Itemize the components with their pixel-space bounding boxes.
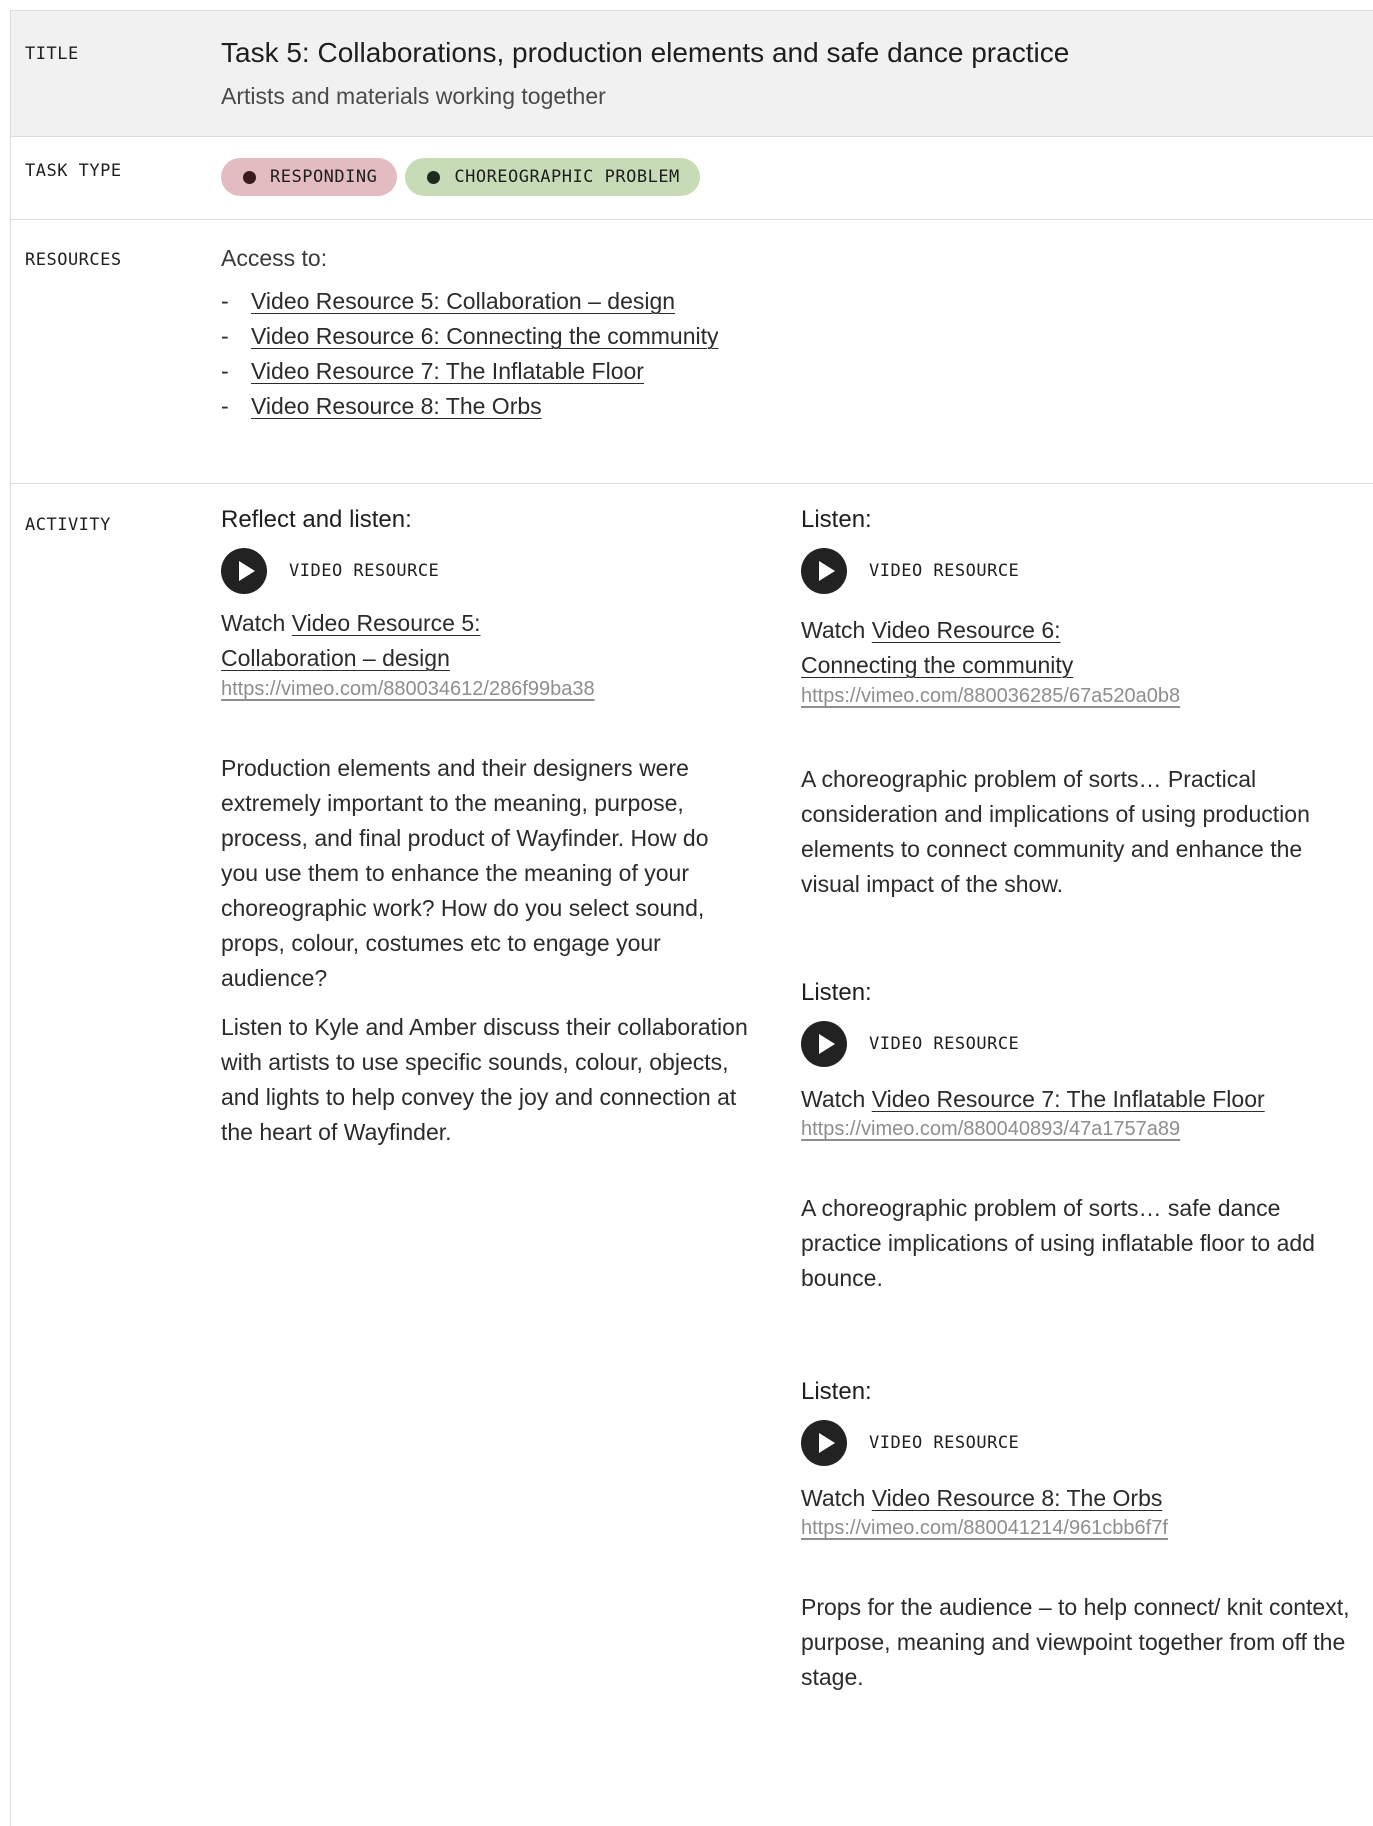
responding-badge: [221, 158, 397, 196]
watch-prefix: Watch: [801, 1485, 866, 1511]
activity-row: [11, 484, 1373, 1825]
resource-link-5[interactable]: Video Resource 5: Collaboration – design: [251, 288, 676, 314]
page-subtitle: Artists and materials working together: [221, 83, 606, 109]
video-resource-7: [801, 1021, 1361, 1067]
video-resource-label: VIDEO RESOURCE: [869, 561, 1020, 581]
vimeo-url-6[interactable]: https://vimeo.com/880036285/67a520a0b8: [801, 685, 1181, 707]
left-paragraph-2: Listen to Kyle and Amber discuss their collaboration with artists to use specific sounds, colour, objects, and lights to help convey the joy and connection at the heart of Wayfinder.: [221, 1014, 748, 1145]
video-resource-label: VIDEO RESOURCE: [869, 1034, 1020, 1054]
task-type-row-label: TASK TYPE: [25, 161, 122, 181]
left-heading: Reflect and listen:: [221, 506, 412, 533]
access-label: Access to:: [221, 245, 328, 271]
watch-link-8[interactable]: Video Resource 8: The Orbs: [871, 1485, 1163, 1511]
vimeo-url-8[interactable]: https://vimeo.com/880041214/961cbb6f7f: [801, 1517, 1168, 1539]
choreographic-problem-badge: [405, 158, 699, 196]
watch-prefix: Watch: [801, 617, 866, 643]
left-paragraph-1: Production elements and their designers were extremely important to the meaning, purpose, process, and final product of Wayfinder. How do you use them to enhance the meaning of your choreographic work? How do you select sound, props, colour, costumes etc to engage your audience?: [221, 755, 709, 991]
video-resource-label: VIDEO RESOURCE: [869, 1433, 1020, 1453]
watch-link-5[interactable]: Video Resource 5:: [291, 610, 481, 636]
watch-text: [801, 1082, 1361, 1117]
vimeo-url-7[interactable]: https://vimeo.com/880040893/47a1757a89: [801, 1118, 1181, 1140]
resources-row: [11, 220, 1373, 484]
list-item: - Video Resource 6: Connecting the community: [221, 323, 719, 349]
list-item: - Video Resource 8: The Orbs: [221, 393, 542, 419]
badge-label: RESPONDING: [270, 167, 378, 187]
right-heading-2: Listen:: [801, 979, 872, 1006]
right-paragraph-1: A choreographic problem of sorts… Practical consideration and implications of using production elements to connect community and enhance the visual impact of the show.: [801, 766, 1310, 897]
resource-list: [221, 286, 719, 426]
watch-text: [801, 1481, 1361, 1516]
play-icon[interactable]: [801, 1420, 847, 1466]
vimeo-url-5[interactable]: https://vimeo.com/880034612/286f99ba38: [221, 678, 595, 700]
video-resource-6: [801, 548, 1361, 594]
watch-link-5-cont[interactable]: Collaboration – design: [221, 645, 450, 671]
list-item: - Video Resource 5: Collaboration – design: [221, 288, 676, 314]
resource-link-8[interactable]: Video Resource 8: The Orbs: [251, 393, 542, 419]
right-heading-1: Listen:: [801, 506, 872, 533]
badge-label: CHOREOGRAPHIC PROBLEM: [454, 167, 680, 187]
right-heading-3: Listen:: [801, 1378, 872, 1405]
activity-row-label: ACTIVITY: [25, 515, 111, 535]
page-title: Task 5: Collaborations, production elements and safe dance practice: [221, 37, 1070, 68]
play-icon[interactable]: [221, 548, 267, 594]
bullet-dot-icon: [427, 171, 440, 184]
video-resource-8: [801, 1420, 1361, 1466]
resource-link-7[interactable]: Video Resource 7: The Inflatable Floor: [251, 358, 644, 384]
play-icon[interactable]: [801, 1021, 847, 1067]
watch-text: [221, 606, 751, 676]
watch-link-6[interactable]: Video Resource 6:: [871, 617, 1061, 643]
watch-link-6-cont[interactable]: Connecting the community: [801, 652, 1074, 678]
right-paragraph-2: A choreographic problem of sorts… safe dance practice implications of using inflatable floor to add bounce.: [801, 1195, 1315, 1291]
resource-link-6[interactable]: Video Resource 6: Connecting the community: [251, 323, 719, 349]
task-type-row: [11, 137, 1373, 220]
right-paragraph-3: Props for the audience – to help connect/ knit context, purpose, meaning and viewpoint together from off the stage.: [801, 1594, 1350, 1690]
resources-row-label: RESOURCES: [25, 250, 122, 270]
watch-prefix: Watch: [221, 610, 286, 636]
video-resource-5: [221, 548, 751, 594]
video-resource-label: VIDEO RESOURCE: [289, 561, 440, 581]
list-item: - Video Resource 7: The Inflatable Floor: [221, 358, 644, 384]
watch-text: [801, 613, 1361, 683]
bullet-dot-icon: [243, 171, 256, 184]
watch-prefix: Watch: [801, 1086, 866, 1112]
task-type-badges: [221, 158, 700, 196]
play-icon[interactable]: [801, 548, 847, 594]
title-row: [11, 11, 1373, 137]
title-row-label: TITLE: [25, 44, 79, 64]
watch-link-7[interactable]: Video Resource 7: The Inflatable Floor: [871, 1086, 1265, 1112]
